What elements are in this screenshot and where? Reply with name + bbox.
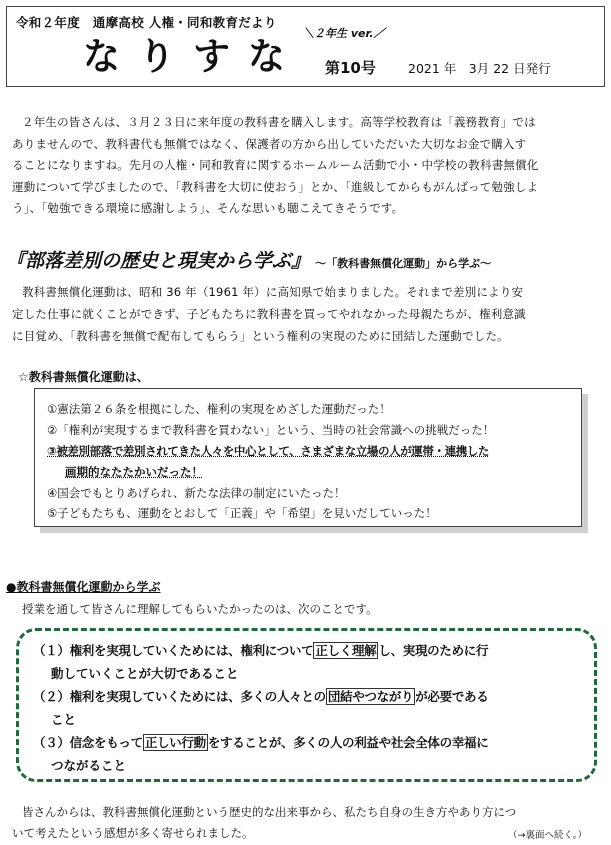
text-line: 定した仕事に就くことができず、子どもたちに教科書を買ってやれなかった母親たちが、権利意識 [12, 307, 526, 321]
point-1-cont: 動していくことが大切であること [51, 666, 239, 681]
issue-date: 2021 年 3月 22 日発行 [408, 61, 551, 76]
movement-item-3: ③被差別部落で差別されてきた人々を中心として、さまざまな立場の人が運帯・連携した [47, 444, 490, 458]
section1-subheading: ～「教科書無償化運動」から学ぶ～ [315, 257, 492, 270]
point-3: （３）信念をもって 正しい行動 をすることが、多くの人の利益や社会全体の幸福に [33, 735, 489, 750]
text-line: ることになりますね。先月の人権・同和教育に関するホームルーム活動で小・中学校の教科書無償化 [12, 158, 539, 172]
newsletter-title: なりすな [83, 35, 303, 78]
section2-intro: 授業を通して皆さんに理解してもらいたかったのは、次のことです。 [22, 602, 378, 616]
text-line: 運動について学びましたので、「教科書を大切に使おう」とか、「進級してからもがんばって勉強しよ [12, 179, 539, 194]
header-line: 令和２年度 通摩高校 人権・同和教育だより [16, 15, 277, 30]
text-line: う」、「勉強できる環境に感謝しよう」、そんな思いも聴こえてきそうです。 [12, 201, 404, 215]
text-line: ありませんので、教科書代も無償ではなく、保護者の方から出していただいた大切なお金で購入す [12, 136, 527, 151]
point-1: （１）権利を実現していくためには、権利について 正しく理解 し、実現のために行 [33, 643, 489, 658]
continued-note: （→裏面へ続く。） [508, 830, 588, 841]
movement-label: ☆教科書無償化運動は、 [18, 370, 149, 384]
section1-heading: 『部落差別の歴史と現実から学ぶ』 [6, 250, 311, 272]
movement-item-4: ④国会でもとりあげられ、新たな法律の制定にいたった！ [47, 486, 346, 500]
key-points-box [16, 628, 597, 782]
masthead [6, 6, 605, 87]
text-line: 教科書無償化運動は、昭和 36 年（1961 年）に高知県で始まりました。それまで差別により安 [22, 285, 524, 299]
text-line: ２年生の皆さんは、３月２３日に来年度の教科書を購入します。高等学校教育は「義務教育」では [22, 115, 536, 129]
issue-number: 第10号 [325, 59, 376, 77]
movement-item-5: ⑤子どもたちも、運動をとおして「正義」や「希望」を見いだしていった！ [47, 506, 437, 520]
point-2: （２）権利を実現していくためには、多くの人々との 団結やつながり が必要である [33, 689, 489, 704]
closing-line-2: いて考えたという感想が多く寄せられました。 [12, 826, 254, 840]
slash-icon: ／ [373, 27, 385, 40]
text-line: に目覚め、「教科書を無償で配布してもらう」という権利の実現のために団結した運動でした。 [12, 329, 509, 343]
point-2-cont: こと [51, 712, 77, 727]
point-3-cont: つながること [51, 758, 127, 773]
movement-item-3-cont: 画期的なたたかいだった！ [65, 465, 203, 479]
movement-box [34, 388, 582, 527]
section1-paragraph [12, 281, 606, 347]
highlight-box: 正しい行動 [144, 735, 206, 750]
closing-line-1: 皆さんからは、教科書無償化運動という歴史的な出来事から、私たち自身の生き方やあり方につ [22, 805, 517, 819]
slash-icon: ＼ [303, 27, 314, 40]
movement-item-2: ②「権利が実現するまで教科書を買わない」という、当時の社会常識への挑戦だった！ [47, 423, 495, 437]
section2-heading: ●教科書無償化運動から学ぶ [6, 580, 161, 594]
section1-heading-row [6, 246, 606, 273]
version-tag: ＼２年生 ver.／ [303, 27, 385, 40]
intro-paragraph [12, 112, 606, 220]
highlight-box: 正しく理解 [315, 643, 377, 658]
movement-item-1: ①憲法第２６条を根拠にした、権利の実現をめざした運動だった！ [47, 402, 391, 416]
highlight-box: 団結やつながり [327, 689, 414, 704]
